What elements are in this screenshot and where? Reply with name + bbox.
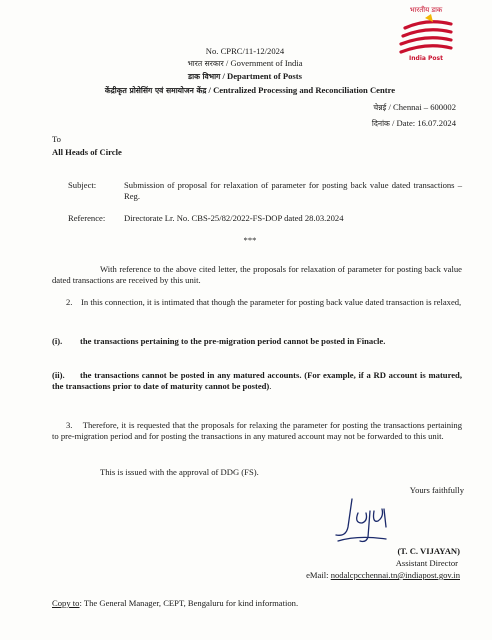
email-link[interactable]: nodalcpcchennai.tn@indiapost.gov.in: [330, 570, 460, 580]
dept-english: / Department of Posts: [220, 71, 302, 81]
centre-hindi: केंद्रीकृत प्रोसेसिंग एवं समायोजन केंद्र: [104, 86, 207, 95]
header-date: [250, 118, 456, 129]
header-centre: [30, 85, 470, 96]
date-english: / Date: 16.07.2024: [389, 118, 456, 128]
signatory-designation: Assistant Director: [395, 558, 458, 568]
subject-text: Submission of proposal for relaxation of parameter for posting back value dated transactions – Reg.: [124, 180, 462, 201]
dept-hindi: डाक विभाग: [188, 72, 221, 81]
subject-label: Subject:: [68, 180, 97, 190]
signature-image: [328, 497, 398, 545]
paragraph-3: 3. Therefore, it is requested that the proposals for relaxing the parameter for posting the transactions pertaining to pre-migration period and for posting the transactions in any matured account may not be forwarded to this unit.: [52, 420, 462, 441]
header-city: [250, 102, 456, 113]
date-hindi: दिनांक: [371, 119, 390, 128]
india-post-logo: [391, 4, 461, 66]
copy-to-text: : The General Manager, CEPT, Bengaluru for kind information.: [79, 598, 299, 608]
point-2-number: (ii).: [52, 370, 65, 380]
point-1-number: (i).: [52, 336, 63, 346]
paragraph-4: This is issued with the approval of DDG (FS).: [100, 467, 259, 477]
header-ref-no: [120, 46, 370, 57]
to-label: To: [52, 134, 61, 144]
point-2-text: [52, 370, 462, 391]
email-label: eMail:: [306, 570, 331, 580]
centre-english: / Centralized Processing and Reconciliation Centre: [206, 85, 396, 95]
govt-english: / Government of India: [223, 58, 303, 68]
signatory-name: (T. C. VIJAYAN): [397, 546, 460, 556]
reference-text: Directorate Lr. No. CBS-25/82/2022-FS-DOP dated 28.03.2024: [124, 213, 344, 223]
logo-hindi-text: भारतीय डाक: [409, 6, 443, 14]
point-1-text: [52, 336, 462, 347]
separator: ***: [243, 235, 257, 245]
logo-english-text: India Post: [409, 55, 443, 62]
ref-number: No. CPRC/11-12/2024: [205, 46, 285, 56]
paragraph-2: 2. In this connection, it is intimated that though the parameter for posting back value dated transaction is relaxed,: [66, 297, 462, 307]
email-line: [160, 570, 460, 581]
point-1-body: the transactions pertaining to the pre-migration period cannot be posted in Finacle.: [80, 336, 386, 346]
reference-label: Reference:: [68, 213, 106, 223]
paragraph-1: With reference to the above cited letter, the proposals for relaxation of parameter for posting back value dated transactions are received by this unit.: [52, 264, 462, 285]
copy-to-label: Copy to: [52, 598, 80, 608]
city-english: / Chennai – 600002: [386, 102, 456, 112]
header-govt: [120, 58, 370, 69]
recipient: All Heads of Circle: [52, 147, 122, 157]
govt-hindi: भारत सरकार: [187, 59, 224, 68]
yours-faithfully: Yours faithfully: [409, 485, 464, 495]
city-hindi: चेन्नई: [373, 103, 387, 112]
point-2-end: .: [269, 380, 272, 391]
copy-to-line: [52, 598, 472, 609]
header-dept: [120, 71, 370, 82]
point-2-body: the transactions cannot be posted in any matured accounts. (For example, if a RD account is matured, the transactions prior to date of maturity cannot be posted): [52, 370, 462, 391]
